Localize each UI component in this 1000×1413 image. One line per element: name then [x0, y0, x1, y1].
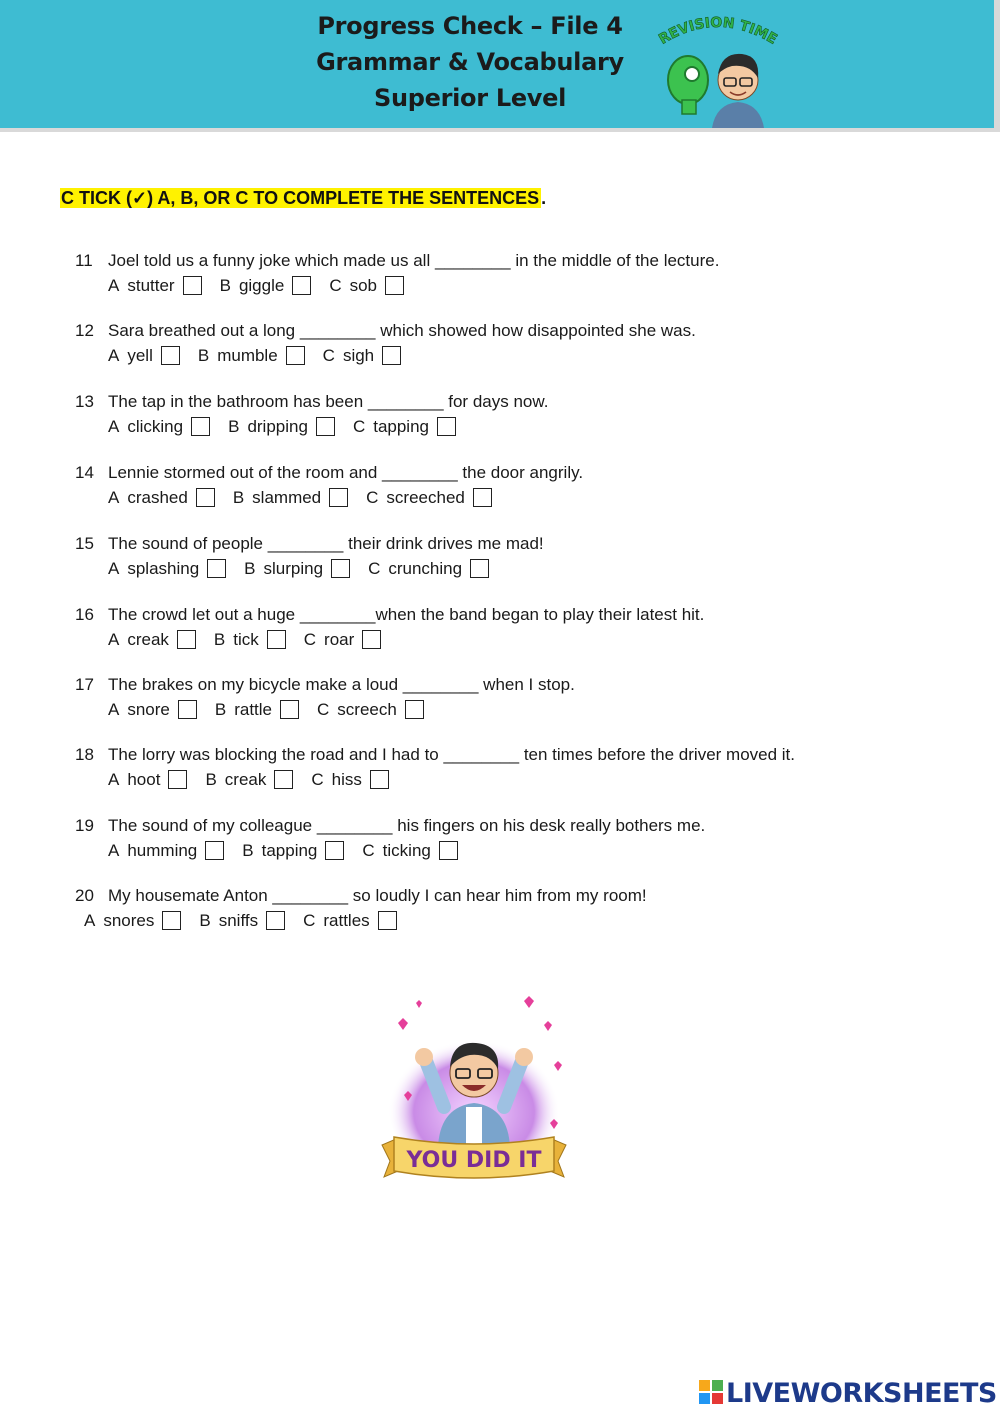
question-stem [75, 604, 704, 626]
question-number: 18 [75, 745, 94, 764]
tick-checkbox[interactable] [331, 559, 350, 578]
option-a [84, 909, 181, 933]
option-letter: C [368, 559, 381, 578]
option-b [242, 839, 344, 863]
option-letter: A [108, 346, 120, 365]
liveworksheets-grid-icon [698, 1379, 724, 1405]
option-word: screech [337, 700, 397, 719]
tick-checkbox[interactable] [329, 488, 348, 507]
option-c [366, 486, 492, 510]
option-letter: A [108, 630, 120, 649]
options-row [75, 698, 575, 722]
tick-checkbox[interactable] [378, 911, 397, 930]
option-word: creak [224, 770, 267, 789]
svg-text:REVISION TIME [656, 15, 780, 48]
option-c [303, 909, 397, 933]
option-c [323, 344, 401, 368]
tick-checkbox[interactable] [280, 700, 299, 719]
option-letter: C [311, 770, 324, 789]
question-17 [75, 674, 575, 722]
option-letter: A [108, 488, 120, 507]
question-stem [75, 320, 696, 342]
question-11 [75, 250, 719, 298]
tick-checkbox[interactable] [161, 346, 180, 365]
question-text: Sara breathed out a long ________ which showed how disappointed she was. [108, 321, 696, 340]
question-stem [75, 674, 575, 696]
option-word: humming [127, 841, 198, 860]
question-stem [75, 462, 583, 484]
option-word: tapping [373, 417, 429, 436]
tick-checkbox[interactable] [266, 911, 285, 930]
option-letter: A [108, 770, 120, 789]
option-word: hiss [331, 770, 362, 789]
tick-checkbox[interactable] [405, 700, 424, 719]
option-word: mumble [217, 346, 278, 365]
question-number: 11 [75, 251, 93, 270]
option-word: tick [233, 630, 259, 649]
option-letter: B [232, 488, 245, 507]
option-a [108, 839, 224, 863]
question-stem [75, 885, 647, 907]
question-stem [75, 815, 705, 837]
option-letter: A [108, 841, 120, 860]
tick-checkbox[interactable] [196, 488, 215, 507]
revision-time-badge-icon [652, 8, 782, 128]
tick-checkbox[interactable] [370, 770, 389, 789]
option-a [108, 768, 187, 792]
option-word: ticking [382, 841, 431, 860]
liveworksheets-logo[interactable] [698, 1376, 997, 1412]
instruction-text: C TICK (✓) A, B, OR C TO COMPLETE THE SENTENCES [61, 188, 540, 208]
title-line-1: Progress Check – File 4 [317, 12, 623, 40]
option-a [108, 557, 226, 581]
instruction-heading [60, 186, 546, 210]
option-word: stutter [127, 276, 175, 295]
option-a [108, 415, 210, 439]
question-14 [75, 462, 583, 510]
question-number: 20 [75, 886, 94, 905]
tick-checkbox[interactable] [207, 559, 226, 578]
option-word: slammed [252, 488, 322, 507]
question-15 [75, 533, 544, 581]
tick-checkbox[interactable] [473, 488, 492, 507]
options-row [75, 557, 544, 581]
option-letter: C [303, 911, 316, 930]
option-word: clicking [127, 417, 184, 436]
tick-checkbox[interactable] [470, 559, 489, 578]
option-word: sniffs [218, 911, 259, 930]
tick-checkbox[interactable] [362, 630, 381, 649]
question-number: 17 [75, 675, 94, 694]
question-number: 14 [75, 463, 94, 482]
question-text: The brakes on my bicycle make a loud ________ when I stop. [108, 675, 575, 694]
option-word: roar [324, 630, 355, 649]
option-letter: B [199, 911, 211, 930]
question-number: 13 [75, 392, 94, 411]
options-row [75, 344, 696, 368]
option-word: splashing [127, 559, 200, 578]
you-did-it-celebration-icon [374, 995, 574, 1195]
option-b [214, 628, 286, 652]
instruction-period: . [541, 188, 547, 208]
question-text: The lorry was blocking the road and I had to ________ ten times before the driver moved it. [108, 745, 796, 764]
option-b [220, 274, 312, 298]
option-a [108, 274, 202, 298]
tick-checkbox[interactable] [316, 417, 335, 436]
tick-checkbox[interactable] [205, 841, 224, 860]
question-text: Lennie stormed out of the room and ________ the door angrily. [108, 463, 584, 482]
option-letter: B [228, 417, 240, 436]
option-word: rattle [234, 700, 273, 719]
option-a [108, 698, 197, 722]
question-text: The sound of people ________ their drink drives me mad! [108, 534, 544, 553]
option-letter: C [352, 417, 366, 436]
tick-checkbox[interactable] [274, 770, 293, 789]
option-letter: A [108, 417, 120, 436]
option-c [311, 768, 389, 792]
question-number: 19 [75, 816, 94, 835]
option-c [304, 628, 382, 652]
banner-text: YOU DID IT [406, 1148, 542, 1173]
option-letter: B [205, 770, 217, 789]
option-word: slurping [263, 559, 324, 578]
tick-checkbox[interactable] [385, 276, 404, 295]
options-row [75, 768, 795, 792]
option-c [353, 415, 456, 439]
option-word: crashed [127, 488, 188, 507]
option-word: creak [127, 630, 169, 649]
option-b [233, 486, 348, 510]
option-a [108, 628, 196, 652]
tick-checkbox[interactable] [178, 700, 197, 719]
question-stem [75, 391, 548, 413]
question-13 [75, 391, 548, 439]
question-text: My housemate Anton ________ so loudly I can hear him from my room! [108, 886, 647, 905]
option-c [362, 839, 457, 863]
question-20 [75, 885, 647, 933]
title-line-3: Superior Level [373, 84, 567, 112]
question-number: 12 [75, 321, 94, 340]
option-word: sigh [342, 346, 375, 365]
option-letter: B [214, 700, 227, 719]
tick-checkbox[interactable] [439, 841, 458, 860]
option-b [215, 698, 299, 722]
option-letter: A [84, 911, 96, 930]
tick-checkbox[interactable] [382, 346, 401, 365]
options-row [75, 486, 583, 510]
option-b [198, 344, 305, 368]
question-stem [75, 250, 719, 272]
question-stem [75, 744, 795, 766]
badge-text: REVISION TIME [656, 14, 780, 48]
question-text: The tap in the bathroom has been ________ for days now. [108, 392, 549, 411]
option-letter: C [317, 700, 330, 719]
options-row [75, 415, 548, 439]
option-letter: C [366, 488, 379, 507]
question-text: Joel told us a funny joke which made us all ________ in the middle of the lecture. [108, 251, 720, 270]
tick-checkbox[interactable] [325, 841, 344, 860]
option-letter: A [108, 700, 120, 719]
option-c [368, 557, 489, 581]
option-word: snore [127, 700, 170, 719]
tick-checkbox[interactable] [267, 630, 286, 649]
options-row [75, 839, 705, 863]
question-text: The crowd let out a huge ________when the band began to play their latest hit. [108, 605, 705, 624]
option-letter: C [329, 276, 342, 295]
question-18 [75, 744, 795, 792]
options-row [75, 628, 704, 652]
question-19 [75, 815, 705, 863]
option-letter: C [303, 630, 317, 649]
option-letter: B [242, 841, 254, 860]
brand-text: LIVEWORKSHEETS [726, 1378, 997, 1409]
tick-checkbox[interactable] [292, 276, 311, 295]
title-line-2: Grammar & Vocabulary [316, 48, 624, 76]
tick-checkbox[interactable] [162, 911, 181, 930]
question-16 [75, 604, 704, 652]
option-letter: B [219, 276, 231, 295]
question-number: 16 [75, 605, 94, 624]
option-word: hoot [127, 770, 161, 789]
option-word: dripping [247, 417, 308, 436]
option-letter: B [244, 559, 256, 578]
option-word: snores [103, 911, 155, 930]
option-b [205, 768, 293, 792]
option-word: sob [349, 276, 378, 295]
option-word: crunching [388, 559, 463, 578]
options-row [75, 274, 719, 298]
question-text: The sound of my colleague ________ his fingers on his desk really bothers me. [108, 816, 706, 835]
tick-checkbox[interactable] [177, 630, 196, 649]
option-word: rattles [323, 911, 370, 930]
option-letter: B [197, 346, 210, 365]
header-banner [0, 0, 1000, 132]
option-letter: B [213, 630, 226, 649]
tick-checkbox[interactable] [191, 417, 210, 436]
option-letter: C [362, 841, 375, 860]
option-letter: A [108, 276, 120, 295]
option-c [329, 274, 404, 298]
option-a [108, 486, 215, 510]
option-word: screeched [386, 488, 465, 507]
option-word: tapping [261, 841, 318, 860]
tick-checkbox[interactable] [286, 346, 305, 365]
options-row [75, 909, 647, 933]
option-c [317, 698, 424, 722]
option-word: giggle [238, 276, 285, 295]
tick-checkbox[interactable] [183, 276, 202, 295]
question-number: 15 [75, 534, 94, 553]
option-letter: C [322, 346, 335, 365]
option-word: yell [127, 346, 153, 365]
tick-checkbox[interactable] [168, 770, 187, 789]
option-b [228, 415, 335, 439]
question-12 [75, 320, 696, 368]
option-a [108, 344, 180, 368]
option-b [199, 909, 285, 933]
tick-checkbox[interactable] [437, 417, 456, 436]
option-b [244, 557, 350, 581]
question-stem [75, 533, 544, 555]
option-letter: A [108, 559, 120, 578]
